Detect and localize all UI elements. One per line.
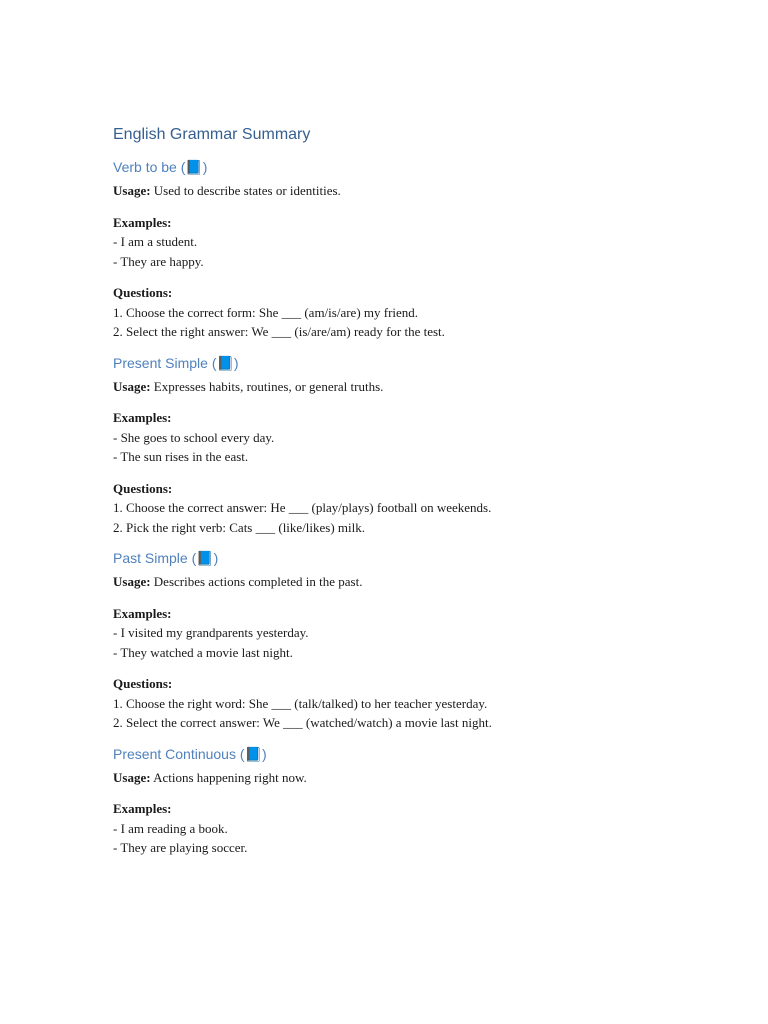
example-item: - They are happy. xyxy=(113,253,204,269)
examples-label: Examples: xyxy=(113,801,172,816)
example-item: - I am reading a book. xyxy=(113,820,228,836)
question-item: 2. Select the correct answer: We ___ (watched/watch) a movie last night. xyxy=(113,715,492,730)
usage-label: Usage: xyxy=(113,769,151,785)
document-page xyxy=(113,124,713,870)
usage-label: Usage: xyxy=(113,378,151,394)
example-item: - I visited my grandparents yesterday. xyxy=(113,625,309,640)
usage-block xyxy=(113,377,713,397)
examples-label: Examples: xyxy=(113,410,172,425)
usage-block xyxy=(113,572,713,592)
usage-label: Usage: xyxy=(113,183,151,198)
section-heading: Present Continuous (📘) xyxy=(113,745,267,762)
usage-line xyxy=(113,377,713,397)
usage-line xyxy=(113,768,713,788)
question-item: 2. Pick the right verb: Cats ___ (like/likes) milk. xyxy=(113,519,366,535)
questions-label: Questions: xyxy=(113,676,173,691)
questions-label: Questions: xyxy=(113,480,173,496)
section-past-simple xyxy=(113,549,713,733)
section-present-continuous xyxy=(113,745,713,858)
usage-label: Usage: xyxy=(113,574,151,589)
section-heading: Present Simple (📘) xyxy=(113,354,239,371)
examples-block xyxy=(113,408,713,467)
usage-block xyxy=(113,181,713,201)
usage-line xyxy=(113,572,713,592)
usage-line xyxy=(113,181,713,201)
questions-label: Questions: xyxy=(113,285,173,300)
questions-block xyxy=(113,674,713,733)
usage-text: Used to describe states or identities. xyxy=(150,183,341,198)
examples-block xyxy=(113,604,713,663)
example-item: - They are playing soccer. xyxy=(113,840,248,855)
section-present-simple xyxy=(113,354,713,538)
section-verb-to-be xyxy=(113,158,713,342)
example-item: - They watched a movie last night. xyxy=(113,644,293,660)
section-heading: Past Simple (📘) xyxy=(113,550,219,566)
question-item: 1. Choose the right word: She ___ (talk/talked) to her teacher yesterday. xyxy=(113,695,488,711)
example-item: - I am a student. xyxy=(113,234,198,249)
examples-block xyxy=(113,213,713,272)
examples-label: Examples: xyxy=(113,605,172,621)
section-heading: Verb to be (📘) xyxy=(113,159,208,175)
question-item: 1. Choose the correct answer: He ___ (play/plays) football on weekends. xyxy=(113,500,492,515)
document-title: English Grammar Summary xyxy=(113,126,311,143)
usage-text: Actions happening right now. xyxy=(150,769,307,785)
usage-text: Expresses habits, routines, or general truths. xyxy=(150,378,384,394)
examples-block xyxy=(113,799,713,858)
examples-label: Examples: xyxy=(113,214,172,230)
example-item: - She goes to school every day. xyxy=(113,429,275,445)
questions-block xyxy=(113,479,713,538)
questions-block xyxy=(113,283,713,342)
usage-block xyxy=(113,768,713,788)
question-item: 2. Select the right answer: We ___ (is/are/am) ready for the test. xyxy=(113,324,445,339)
example-item: - The sun rises in the east. xyxy=(113,449,249,464)
question-item: 1. Choose the correct form: She ___ (am/is/are) my friend. xyxy=(113,304,419,320)
usage-text: Describes actions completed in the past. xyxy=(150,574,363,589)
